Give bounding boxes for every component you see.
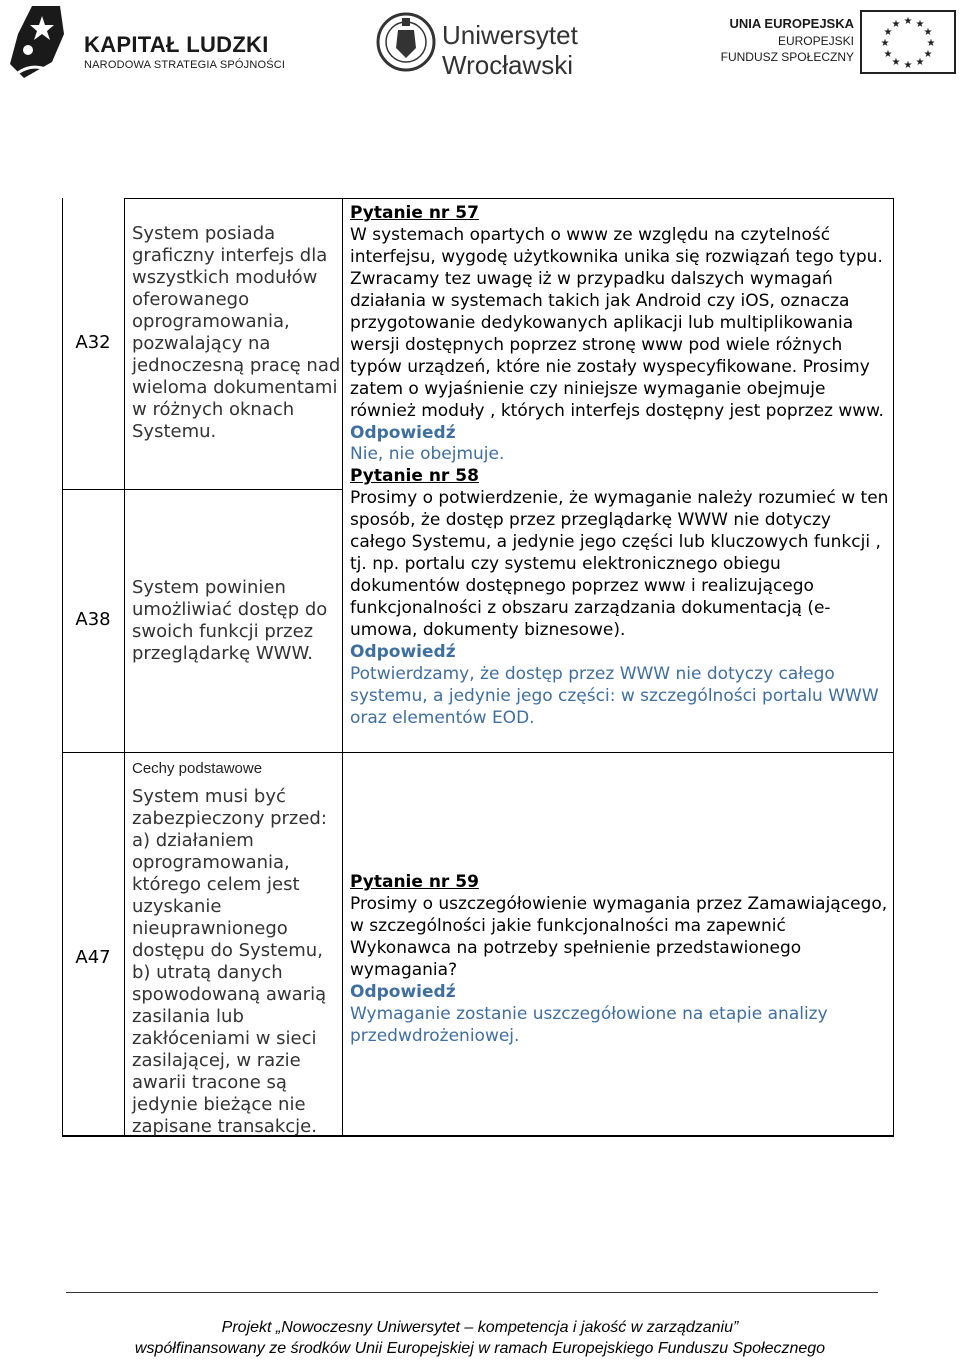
eu-flag-icon xyxy=(860,10,956,74)
row-divider-2 xyxy=(62,752,894,753)
university-name-line2: Wrocławski xyxy=(442,50,573,80)
svg-text:★: ★ xyxy=(926,38,936,49)
question-text: Prosimy o uszczegółowienie wymagania przez Zamawiającego, w szczególności jakie funkcjonalności ma zapewnić Wykonawca na potrzeby spełnienie przedstawionego wymagania? xyxy=(350,893,888,980)
university-name-line1: Uniwersytet xyxy=(442,20,578,50)
answer-label: Odpowiedź xyxy=(350,981,456,1002)
eu-logo xyxy=(722,10,960,76)
answer-label: Odpowiedź xyxy=(350,642,456,663)
uniwersytet-wroclawski-logo xyxy=(376,8,606,78)
question-title: Pytanie nr 57 xyxy=(350,203,479,223)
answer-label: Odpowiedź xyxy=(350,422,456,443)
requirement-cell xyxy=(132,758,342,1138)
requirement-text: System powinien umożliwiać dostęp do swoich funkcji przez przeglądarkę WWW. xyxy=(132,577,328,664)
page-header xyxy=(0,0,960,90)
svg-text:★: ★ xyxy=(923,27,933,38)
eu-text-line3: FUNDUSZ SPOŁECZNY xyxy=(720,50,854,64)
eu-text-line2: EUROPEJSKI xyxy=(777,34,854,48)
question-text: W systemach opartych o www ze względu na czytelność interfejsu, wygodę użytkownika unika się rozwiązań tego typu. Zwracamy tez uwagę iż w przypadku dalszych wymagań działania w systemach takich jak Android czy iOS, oznacza przygotowanie dedykowanych aplikacji lub multiplikowania wersji dostępnych poprzez stronę www pod wiele różnych typów urządzeń, które nie zostały wyspecyfikowane. Prosimy zatem o wyjaśnienie czy niniejsze wymaganie obejmuje również moduły , których interfejs dostępny jest poprzez www. xyxy=(350,224,884,421)
svg-text:★: ★ xyxy=(883,27,893,38)
svg-text:★: ★ xyxy=(891,19,901,30)
table-divider-col2 xyxy=(342,198,343,1136)
answer-text: Potwierdzamy, że dostęp przez WWW nie dotyczy całego systemu, a jedynie jego części: w szczególności portalu WWW oraz elementów EOD. xyxy=(350,664,879,728)
kapital-ludzki-title: KAPITAŁ LUDZKI xyxy=(84,32,269,57)
svg-text:★: ★ xyxy=(891,57,901,68)
qa-block xyxy=(350,872,890,1048)
kapital-ludzki-emblem-icon xyxy=(4,4,80,84)
requirements-table xyxy=(62,198,894,1136)
table-border-right xyxy=(893,198,894,1136)
footer-project-line: Projekt „Nowoczesny Uniwersytet – kompetencja i jakość w zarządzaniu” xyxy=(221,1319,739,1336)
svg-text:★: ★ xyxy=(883,49,893,60)
university-crest-icon xyxy=(376,8,436,78)
svg-text:★: ★ xyxy=(923,49,933,60)
requirement-text: System posiada graficzny interfejs dla wszystkich modułów oferowanego oprogramowania, pozwalający na jednoczesną pracę nad wieloma dokumentami w różnych oknach Systemu. xyxy=(132,223,341,442)
row-divider-1 xyxy=(62,489,343,490)
svg-text:★: ★ xyxy=(915,57,925,68)
answer-text: Wymaganie zostanie uszczegółowione na etapie analizy przedwdrożeniowej. xyxy=(350,1003,828,1046)
row-id: A47 xyxy=(75,947,111,968)
requirement-text: System musi być zabezpieczony przed: a) działaniem oprogramowania, którego celem jest uzyskanie nieuprawnionego dostępu do Systemu, b) utratą danych spowodowaną awarią zasilania lub zakłóceniami w sieci zasilającej, w razie awarii tracone są jedynie bieżące nie zapisane transakcje. xyxy=(132,786,327,1137)
row-id: A38 xyxy=(75,609,111,630)
footer-funding-line: współfinansowany ze środków Unii Europejskiej w ramach Europejskiego Funduszu Społecznego xyxy=(134,1340,826,1357)
answer-text: Nie, nie obejmuje. xyxy=(350,444,505,465)
kapital-ludzki-subtitle: NARODOWA STRATEGIA SPÓJNOŚCI xyxy=(84,59,286,71)
svg-text:★: ★ xyxy=(903,16,913,27)
svg-text:★: ★ xyxy=(880,38,890,49)
question-text: Prosimy o potwierdzenie, że wymaganie należy rozumieć w ten sposób, że dostęp przez przeglądarkę WWW nie dotyczy całego Systemu, a jedynie jego części lub kluczowych funkcji , tj. np. portalu czy systemu elektronicznego obiegu dokumentów dostępnego poprzez www i realizującego funkcjonalności z obszaru zarządzania dokumentacją (e-umowa, dokumenty biznesowe). xyxy=(350,488,889,641)
kapital-ludzki-logo xyxy=(4,4,294,80)
qa-block xyxy=(350,203,890,730)
question-title: Pytanie nr 58 xyxy=(350,466,479,487)
table-divider-col1 xyxy=(124,198,125,1136)
section-header: Cechy podstawowe xyxy=(132,760,263,777)
eu-text-line1: UNIA EUROPEJSKA xyxy=(729,16,854,31)
table-border-top xyxy=(124,198,894,199)
svg-text:★: ★ xyxy=(915,19,925,30)
row-id: A32 xyxy=(75,332,111,353)
footer-divider xyxy=(66,1292,878,1293)
question-title: Pytanie nr 59 xyxy=(350,872,479,892)
svg-text:★: ★ xyxy=(903,60,913,71)
